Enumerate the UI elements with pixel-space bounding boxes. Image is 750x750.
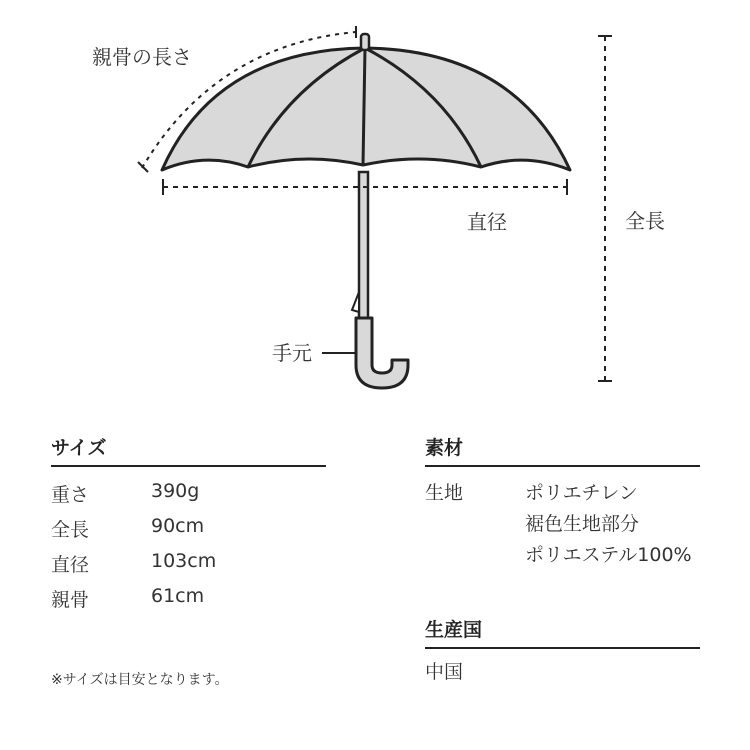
- size-row-label: 重さ: [51, 484, 90, 506]
- size-row-label: 直径: [51, 554, 90, 576]
- umbrella-shaft: [359, 172, 368, 320]
- handle-label: 手元: [272, 341, 312, 365]
- umbrella-tip: [361, 34, 369, 50]
- size-section-title: サイズ: [51, 437, 107, 459]
- size-note: ※サイズは目安となります。: [51, 672, 229, 688]
- umbrella-handle: [356, 318, 408, 388]
- material-value: ポリエステル100%: [525, 544, 692, 566]
- size-row-value: 103cm: [151, 550, 217, 572]
- rib-length-tick: [138, 162, 148, 172]
- size-row-value: 61cm: [151, 585, 205, 607]
- diameter-label: 直径: [467, 210, 507, 234]
- total-length-label: 全長: [625, 209, 665, 233]
- umbrella-slider: [352, 292, 359, 312]
- material-values: [525, 478, 692, 571]
- size-row-value: 390g: [151, 480, 200, 502]
- origin-value: 中国: [425, 661, 464, 683]
- material-value: ポリエチレン: [525, 482, 638, 504]
- material-section-title: 素材: [425, 437, 464, 459]
- rib-length-label: 親骨の長さ: [92, 45, 192, 69]
- size-row-label: 全長: [51, 519, 90, 541]
- origin-section-title: 生産国: [425, 619, 483, 641]
- size-row-label: 親骨: [51, 589, 90, 611]
- size-row-value: 90cm: [151, 515, 205, 537]
- umbrella-rib: [363, 48, 365, 165]
- size-section-divider: [51, 465, 326, 467]
- material-section-divider: [425, 465, 700, 467]
- material-value: 裾色生地部分: [525, 513, 640, 535]
- origin-section-divider: [425, 647, 700, 649]
- material-label: 生地: [425, 482, 464, 504]
